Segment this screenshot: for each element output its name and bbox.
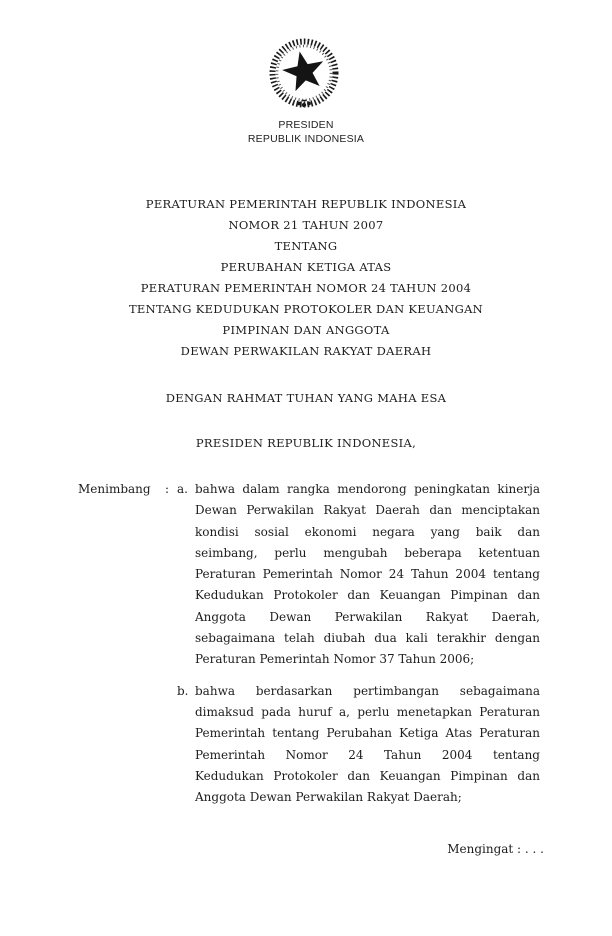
regulation-title bbox=[0, 194, 612, 362]
item-a-text bbox=[195, 479, 540, 671]
item-b-marker: b. bbox=[177, 683, 189, 698]
item-a-line: sebagaimana telah diubah dua kali terakhir dengan bbox=[195, 631, 540, 646]
item-b-line: Pemerintah Nomor 24 Tahun 2004 tentang bbox=[195, 747, 540, 762]
item-a-line: Kedudukan Protokoler dan Keuangan Pimpinan dan bbox=[195, 588, 540, 603]
title-line-3: TENTANG bbox=[274, 239, 338, 253]
item-a-marker: a. bbox=[177, 482, 188, 496]
menimbang-label: Menimbang bbox=[78, 482, 151, 496]
authority-line: PRESIDEN REPUBLIK INDONESIA, bbox=[195, 436, 417, 450]
item-b-line: Kedudukan Protokoler dan Keuangan Pimpinan dan bbox=[195, 768, 540, 783]
item-a-line: kondisi sosial ekonomi negara yang baik dan bbox=[195, 524, 540, 539]
letterhead bbox=[0, 119, 612, 146]
title-line-4: PERUBAHAN KETIGA ATAS bbox=[220, 260, 392, 274]
letterhead-presiden: PRESIDEN bbox=[278, 119, 334, 131]
title-line-8: DEWAN PERWAKILAN RAKYAT DAERAH bbox=[180, 344, 432, 358]
item-b-text bbox=[195, 681, 540, 809]
item-a-line: Peraturan Pemerintah Nomor 37 Tahun 2006; bbox=[195, 652, 475, 667]
menimbang-section bbox=[78, 479, 540, 808]
item-a-line: Anggota Dewan Perwakilan Rakyat Daerah, bbox=[195, 609, 540, 624]
item-a-line: Dewan Perwakilan Rakyat Daerah dan menciptakan bbox=[195, 503, 540, 518]
item-b-line: bahwa berdasarkan pertimbangan sebagaimana bbox=[195, 683, 540, 698]
item-a-line: Peraturan Pemerintah Nomor 24 Tahun 2004 tentang bbox=[195, 567, 540, 582]
title-line-6: TENTANG KEDUDUKAN PROTOKOLER DAN KEUANGAN bbox=[128, 302, 484, 316]
item-a-line: bahwa dalam rangka mendorong peningkatan kinerja bbox=[195, 482, 540, 496]
item-a-line: seimbang, perlu mengubah beberapa ketentuan bbox=[195, 545, 540, 560]
title-line-7: PIMPINAN DAN ANGGOTA bbox=[222, 323, 390, 337]
item-b-line: Pemerintah tentang Perubahan Ketiga Atas Peraturan bbox=[195, 726, 540, 741]
invocation-line: DENGAN RAHMAT TUHAN YANG MAHA ESA bbox=[165, 391, 447, 405]
star-wreath-presidential-emblem-icon bbox=[266, 36, 342, 112]
title-line-5: PERATURAN PEMERINTAH NOMOR 24 TAHUN 2004 bbox=[140, 281, 472, 295]
menimbang-colon: : bbox=[165, 482, 170, 496]
item-b-line: dimaksud pada huruf a, perlu menetapkan Peraturan bbox=[195, 704, 540, 719]
title-line-1: PERATURAN PEMERINTAH REPUBLIK INDONESIA bbox=[145, 197, 467, 211]
item-b-line: Anggota Dewan Perwakilan Rakyat Daerah; bbox=[195, 790, 462, 805]
consideration-item-b bbox=[177, 681, 540, 809]
title-line-2: NOMOR 21 TAHUN 2007 bbox=[228, 218, 384, 232]
consideration-item-a bbox=[177, 479, 540, 671]
letterhead-republik-indonesia: REPUBLIK INDONESIA bbox=[247, 132, 365, 145]
menimbang-items bbox=[177, 479, 540, 808]
page-catchword: Mengingat : . . . bbox=[447, 842, 544, 856]
